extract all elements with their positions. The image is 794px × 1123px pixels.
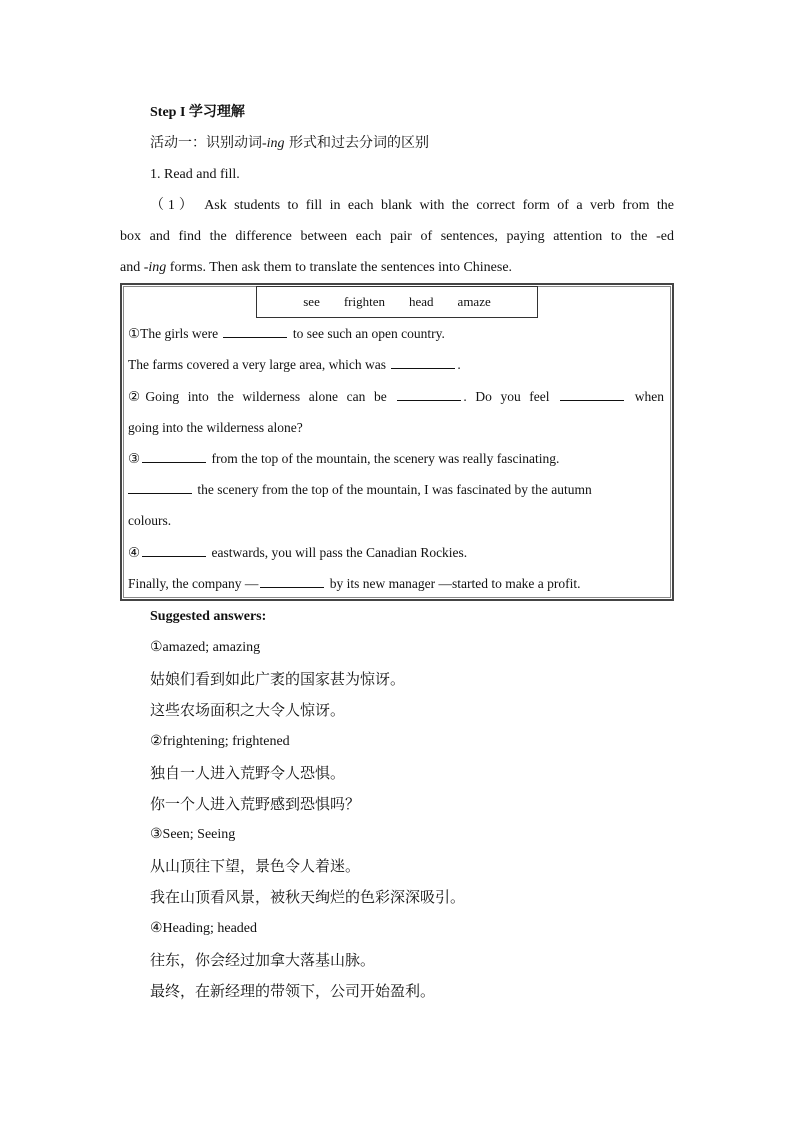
sentence-3a: [128, 449, 664, 469]
instruction-and: and: [120, 260, 144, 275]
sentence-4a: [128, 543, 664, 563]
sentence-1a: [128, 324, 664, 344]
sentence-text: ①The girls were: [128, 326, 219, 341]
answer-4-translation-2: 最终，在新经理的带领下，公司开始盈利。: [150, 982, 436, 1000]
sentence-3c: colours.: [128, 513, 172, 528]
fill-blank: [142, 544, 206, 557]
instruction-rest: forms. Then ask them to translate the sentences into Chinese.: [166, 260, 513, 275]
answer-1-translation-2: 这些农场面积之大令人惊讶。: [150, 701, 346, 719]
answers-title: Suggested answers:: [150, 609, 267, 624]
sentence-text: ②Going into the wilderness alone can be: [128, 389, 387, 404]
sentence-text: .: [457, 357, 461, 372]
instruction-line-3: [120, 258, 674, 278]
answer-2: ②frightening; frightened: [150, 734, 290, 749]
sentence-text: . Do you feel: [463, 389, 550, 404]
fill-blank: [260, 575, 324, 588]
sentence-text: to see such an open country.: [292, 326, 445, 341]
sentence-1b: [128, 355, 664, 375]
answer-4: ④Heading; headed: [150, 921, 258, 936]
fill-blank: [397, 388, 461, 401]
sentence-text: from the top of the mountain, the scenery was really fascinating.: [211, 451, 560, 466]
word-head: head: [409, 294, 434, 309]
sentence-text: The farms covered a very large area, which was: [128, 357, 386, 372]
word-amaze: amaze: [457, 294, 491, 309]
sentence-text: Finally, the company —: [128, 576, 259, 591]
answer-3: ③Seen; Seeing: [150, 827, 236, 842]
answer-2-translation-1: 独自一人进入荒野令人恐惧。: [150, 764, 346, 782]
sentence-4b: [128, 574, 664, 594]
instruction-ing: -ing: [143, 260, 167, 275]
sentence-text: by its new manager —started to make a profit.: [329, 576, 581, 591]
sentence-2a: [128, 387, 664, 407]
word-frighten: frighten: [343, 294, 385, 309]
activity-prefix: 活动一：识别动词: [150, 135, 262, 151]
step-label: Step I: [150, 105, 186, 120]
activity-ing: -ing: [262, 136, 285, 151]
instruction-line-1: （1） Ask students to fill in each blank with the correct form of a verb from the: [150, 198, 674, 213]
word-box: [256, 286, 538, 318]
word-see: see: [303, 294, 320, 309]
sentence-text: ③: [128, 451, 141, 466]
answer-1-translation-1: 姑娘们看到如此广袤的国家甚为惊讶。: [150, 670, 406, 688]
fill-blank: [142, 450, 206, 463]
answer-4-translation-1: 往东，你会经过加拿大落基山脉。: [150, 951, 376, 969]
step-title-cn: 学习理解: [188, 104, 245, 120]
task-title: 1. Read and fill.: [150, 167, 240, 182]
sentence-3b: [128, 480, 664, 500]
fill-blank: [128, 481, 192, 494]
sentence-text: when: [634, 389, 665, 404]
answer-1: ①amazed; amazing: [150, 640, 261, 655]
answer-3-translation-1: 从山顶往下望，景色令人着迷。: [150, 857, 361, 875]
activity-rest: 形式和过去分词的区别: [284, 135, 430, 151]
sentence-text: the scenery from the top of the mountain, I was fascinated by the autumn: [197, 482, 592, 497]
answer-2-translation-2: 你一个人进入荒野感到恐惧吗？: [150, 795, 361, 813]
step-heading: [150, 102, 704, 123]
activity-heading: [150, 133, 704, 154]
fill-blank: [223, 325, 287, 338]
sentence-2b: going into the wilderness alone?: [128, 420, 303, 435]
instruction-line-2: box and find the difference between each pair of sentences, paying attention to the -ed: [120, 229, 674, 244]
fill-blank: [391, 356, 455, 369]
sentence-text: eastwards, you will pass the Canadian Rockies.: [211, 545, 468, 560]
answer-3-translation-2: 我在山顶看风景，被秋天绚烂的色彩深深吸引。: [150, 888, 466, 906]
fill-blank: [560, 388, 624, 401]
sentence-text: ④: [128, 545, 141, 560]
